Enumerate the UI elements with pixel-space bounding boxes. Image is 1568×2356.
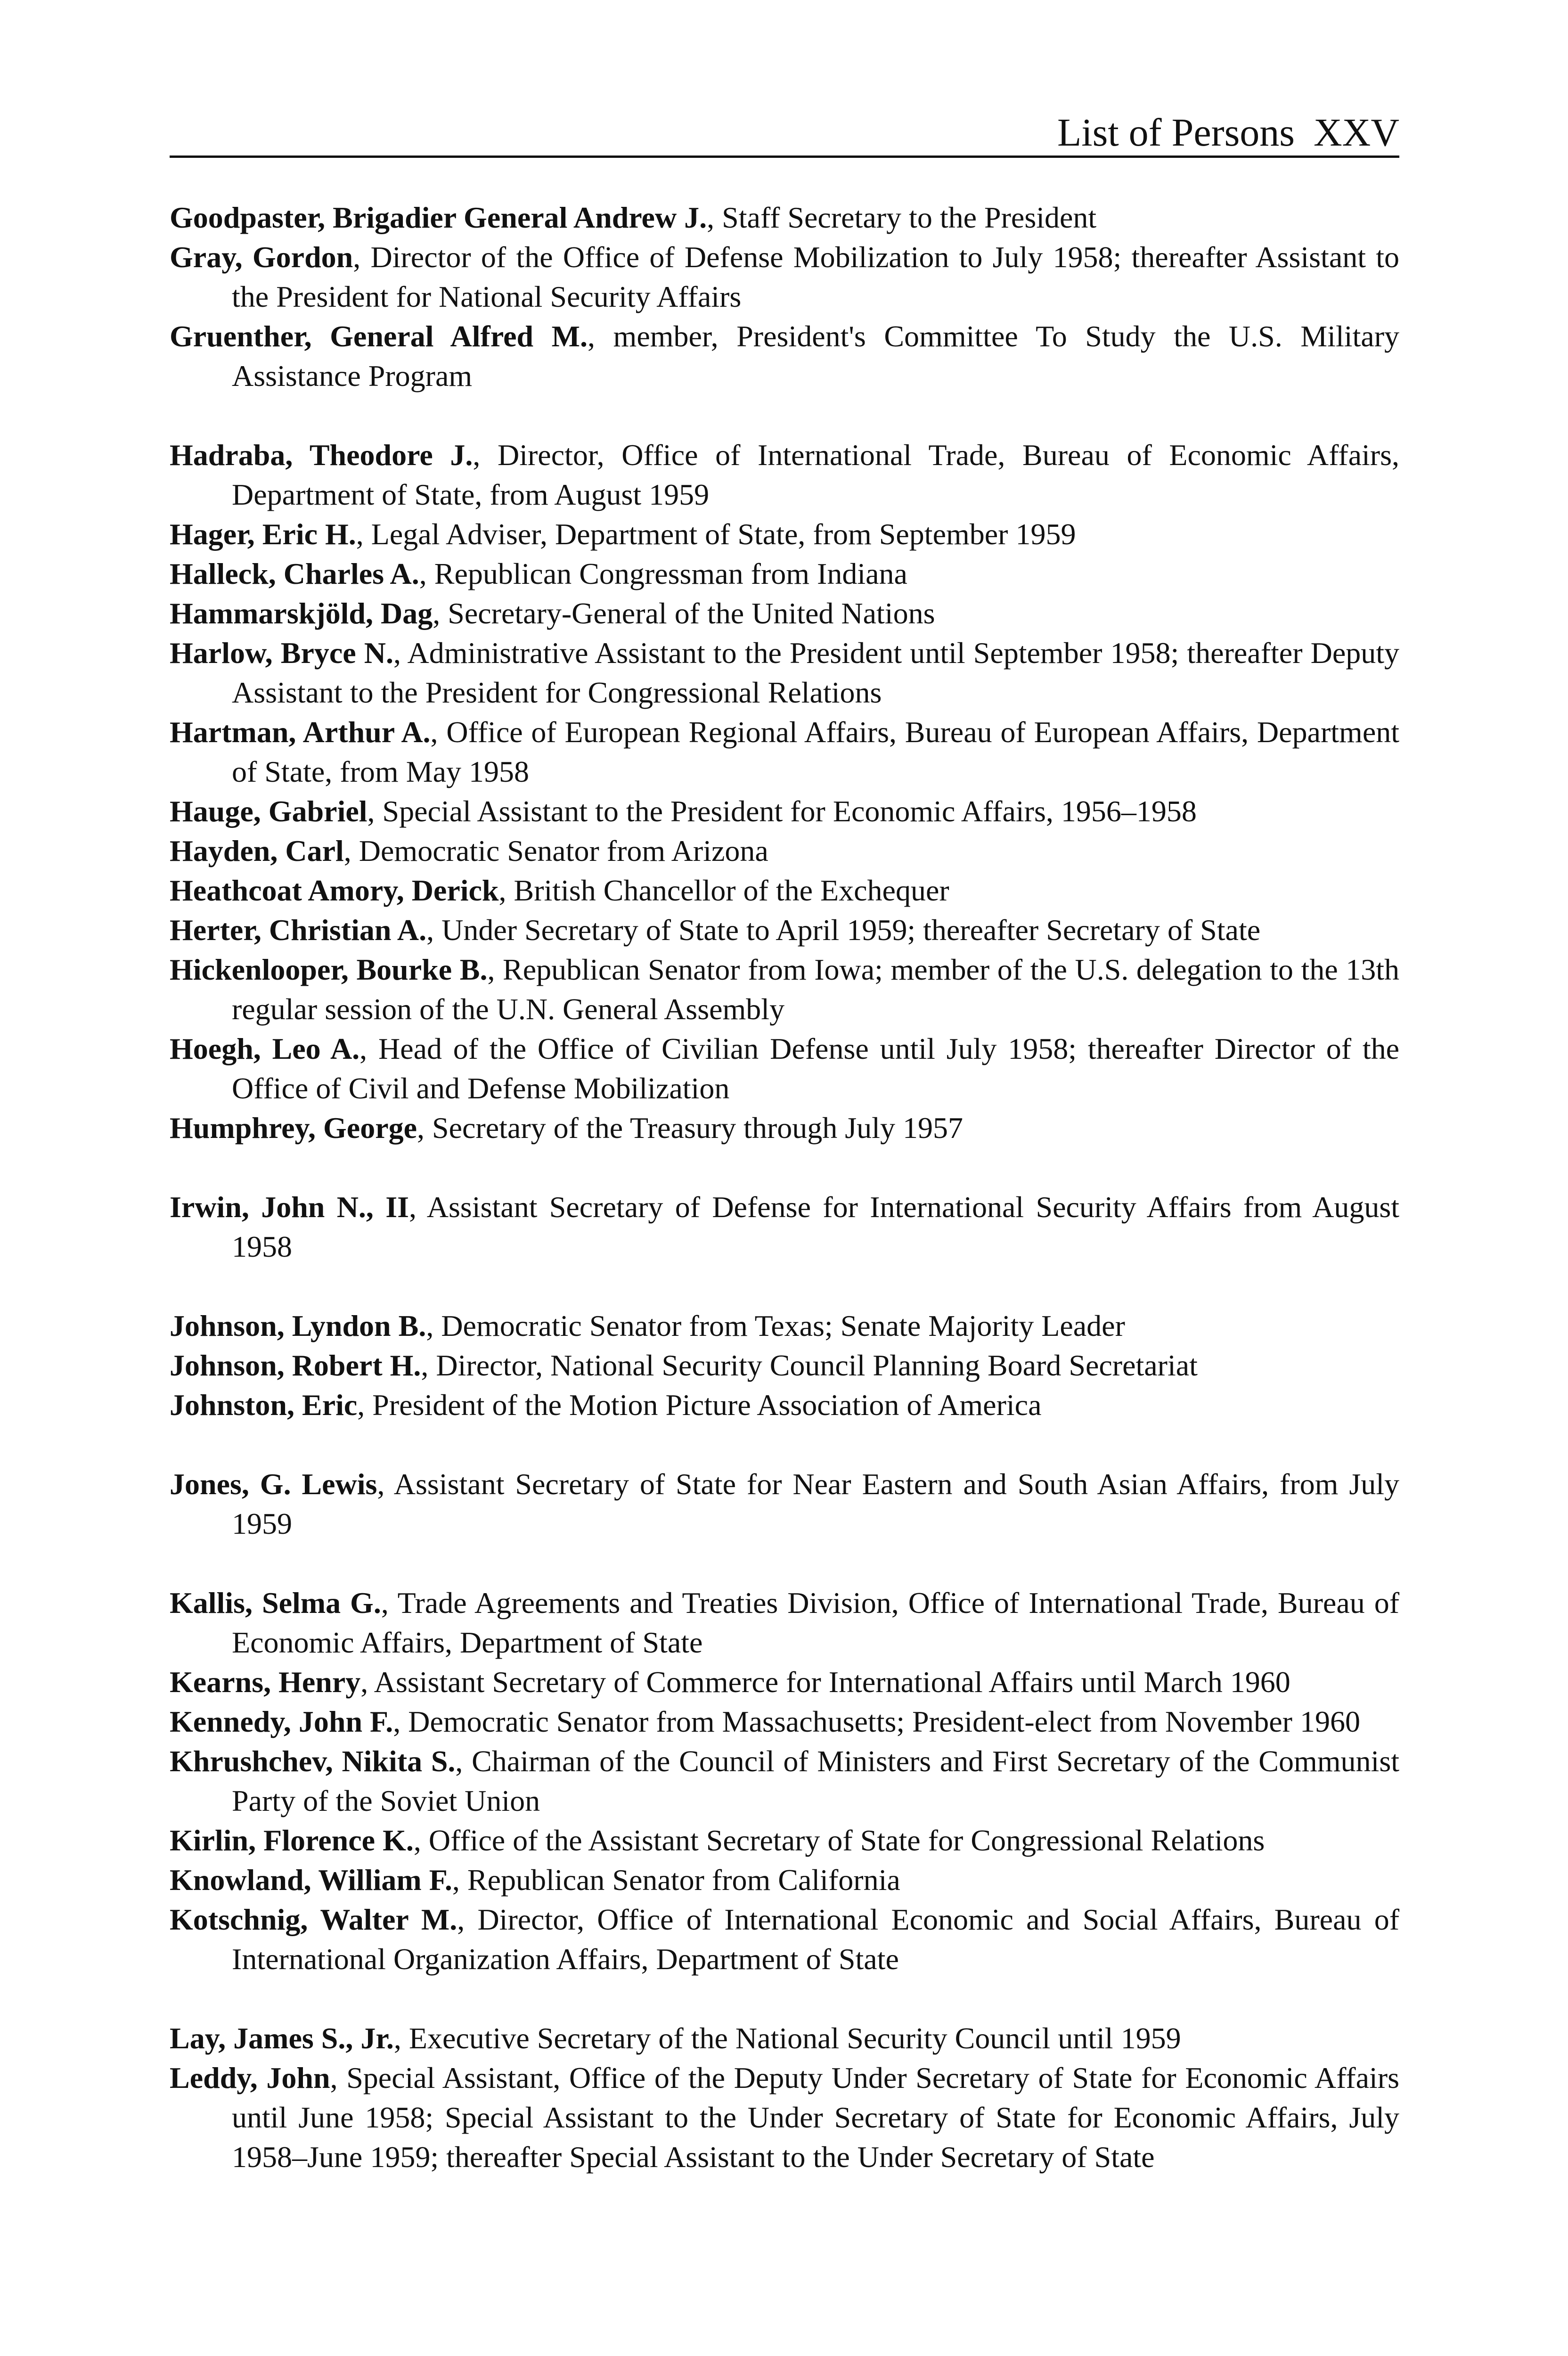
person-name: Gruenther, General Alfred M. bbox=[170, 319, 588, 353]
person-description: , Secretary of the Treasury through July 1957 bbox=[417, 1111, 963, 1145]
person-description: , Director of the Office of Defense Mobilization to July 1958; thereafter Assistant to the President for National Security Affairs bbox=[232, 240, 1399, 313]
person-entry bbox=[170, 2019, 1399, 2058]
person-description: , Chairman of the Council of Ministers and First Secretary of the Communist Party of the Soviet Union bbox=[232, 1744, 1400, 1817]
person-name: Hager, Eric H. bbox=[170, 517, 356, 551]
person-description: , Assistant Secretary of Commerce for International Affairs until March 1960 bbox=[360, 1665, 1290, 1699]
running-header bbox=[170, 99, 1399, 158]
person-entry bbox=[170, 1306, 1399, 1346]
person-entry bbox=[170, 871, 1399, 910]
person-entry bbox=[170, 1029, 1399, 1108]
person-description: , Republican Congressman from Indiana bbox=[419, 557, 907, 590]
person-name: Hauge, Gabriel bbox=[170, 794, 368, 828]
person-description: , Assistant Secretary of Defense for International Security Affairs from August 1958 bbox=[232, 1190, 1400, 1263]
person-name: Hartman, Arthur A. bbox=[170, 715, 431, 749]
person-name: Irwin, John N., II bbox=[170, 1190, 409, 1224]
person-description: , Office of the Assistant Secretary of State for Congressional Relations bbox=[413, 1824, 1265, 1857]
person-name: Herter, Christian A. bbox=[170, 913, 427, 947]
person-name: Humphrey, George bbox=[170, 1111, 417, 1145]
person-description: , Staff Secretary to the President bbox=[707, 201, 1097, 234]
person-name: Hammarskjöld, Dag bbox=[170, 597, 433, 630]
person-entry bbox=[170, 1583, 1399, 1662]
person-description: , Director, Office of International Economic and Social Affairs, Bureau of International Organization Affairs, Department of State bbox=[232, 1903, 1400, 1976]
person-entry bbox=[170, 950, 1399, 1029]
person-name: Hayden, Carl bbox=[170, 834, 344, 867]
person-description: , Special Assistant, Office of the Deputy Under Secretary of State for Economic Affairs until June 1958; Special Assistant to the Under Secretary of State for Economic Affairs, July 1958–June 1959; thereafter Special Assistant to the Under Secretary of State bbox=[232, 2061, 1400, 2174]
person-name: Hickenlooper, Bourke B. bbox=[170, 953, 488, 986]
person-name: Johnson, Lyndon B. bbox=[170, 1309, 426, 1342]
person-entry bbox=[170, 1742, 1399, 1821]
person-entry bbox=[170, 515, 1399, 554]
person-description: , Democratic Senator from Arizona bbox=[343, 834, 768, 867]
person-entry bbox=[170, 1108, 1399, 1148]
person-entry bbox=[170, 1385, 1399, 1425]
person-entry bbox=[170, 1187, 1399, 1267]
person-name: Leddy, John bbox=[170, 2061, 330, 2094]
person-name: Kearns, Henry bbox=[170, 1665, 361, 1699]
person-description: , Special Assistant to the President for Economic Affairs, 1956–1958 bbox=[367, 794, 1197, 828]
person-entry bbox=[170, 554, 1399, 594]
person-entry bbox=[170, 1900, 1399, 1979]
person-entry bbox=[170, 792, 1399, 831]
person-name: Kallis, Selma G. bbox=[170, 1586, 381, 1620]
person-description: , Republican Senator from Iowa; member of the U.S. delegation to the 13th regular session of the U.N. General Assembly bbox=[232, 953, 1400, 1026]
person-entry bbox=[170, 198, 1399, 237]
person-entry bbox=[170, 594, 1399, 633]
person-entry bbox=[170, 910, 1399, 950]
person-description: , Director, Office of International Trade, Bureau of Economic Affairs, Department of State, from August 1959 bbox=[232, 438, 1400, 511]
person-description: , Legal Adviser, Department of State, from September 1959 bbox=[356, 517, 1076, 551]
person-description: , Trade Agreements and Treaties Division, Office of International Trade, Bureau of Economic Affairs, Department of State bbox=[232, 1586, 1400, 1659]
person-description: , Director, National Security Council Planning Board Secretariat bbox=[421, 1349, 1198, 1382]
person-entry bbox=[170, 1662, 1399, 1702]
person-entry bbox=[170, 831, 1399, 871]
person-entry bbox=[170, 1464, 1399, 1544]
person-description: , Head of the Office of Civilian Defense until July 1958; thereafter Director of the Office of Civil and Defense Mobilization bbox=[232, 1032, 1400, 1105]
person-name: Goodpaster, Brigadier General Andrew J. bbox=[170, 201, 707, 234]
person-entry bbox=[170, 1346, 1399, 1385]
person-name: Heathcoat Amory, Derick bbox=[170, 874, 499, 907]
page-number: XXV bbox=[1314, 111, 1399, 155]
person-name: Kotschnig, Walter M. bbox=[170, 1903, 457, 1936]
person-name: Lay, James S., Jr. bbox=[170, 2021, 394, 2055]
person-name: Kennedy, John F. bbox=[170, 1705, 393, 1738]
person-name: Hadraba, Theodore J. bbox=[170, 438, 473, 472]
person-name: Hoegh, Leo A. bbox=[170, 1032, 360, 1065]
person-description: , President of the Motion Picture Association of America bbox=[357, 1388, 1042, 1422]
person-entry bbox=[170, 1860, 1399, 1900]
person-entry bbox=[170, 435, 1399, 515]
person-description: , Under Secretary of State to April 1959; thereafter Secretary of State bbox=[426, 913, 1261, 947]
person-description: , Assistant Secretary of State for Near Eastern and South Asian Affairs, from July 1959 bbox=[232, 1467, 1400, 1540]
person-name: Harlow, Bryce N. bbox=[170, 636, 393, 670]
person-description: , Democratic Senator from Massachusetts; President-elect from November 1960 bbox=[393, 1705, 1360, 1738]
person-description: , Secretary-General of the United Nations bbox=[433, 597, 935, 630]
person-description: , Office of European Regional Affairs, Bureau of European Affairs, Department of State, from May 1958 bbox=[232, 715, 1400, 788]
person-description: , Executive Secretary of the National Security Council until 1959 bbox=[393, 2021, 1181, 2055]
person-name: Johnson, Robert H. bbox=[170, 1349, 421, 1382]
person-entry bbox=[170, 237, 1399, 317]
person-entry bbox=[170, 633, 1399, 712]
persons-list bbox=[170, 198, 1399, 2177]
person-name: Halleck, Charles A. bbox=[170, 557, 419, 590]
person-description: , Democratic Senator from Texas; Senate Majority Leader bbox=[426, 1309, 1125, 1342]
person-entry bbox=[170, 1821, 1399, 1860]
header-text bbox=[1057, 113, 1399, 153]
person-name: Jones, G. Lewis bbox=[170, 1467, 377, 1501]
person-name: Kirlin, Florence K. bbox=[170, 1824, 414, 1857]
person-description: , Republican Senator from California bbox=[452, 1863, 900, 1897]
person-entry bbox=[170, 712, 1399, 792]
person-entry bbox=[170, 1702, 1399, 1742]
person-name: Johnston, Eric bbox=[170, 1388, 358, 1422]
person-description: , Administrative Assistant to the President until September 1958; thereafter Deputy Assistant to the President for Congressional Relations bbox=[232, 636, 1400, 709]
person-name: Knowland, William F. bbox=[170, 1863, 452, 1897]
person-entry bbox=[170, 2058, 1399, 2177]
person-description: , British Chancellor of the Exchequer bbox=[498, 874, 949, 907]
header-title: List of Persons bbox=[1057, 111, 1295, 155]
person-entry bbox=[170, 317, 1399, 396]
person-description: , member, President's Committee To Study the U.S. Military Assistance Program bbox=[232, 319, 1400, 393]
person-name: Khrushchev, Nikita S. bbox=[170, 1744, 456, 1778]
person-name: Gray, Gordon bbox=[170, 240, 353, 274]
